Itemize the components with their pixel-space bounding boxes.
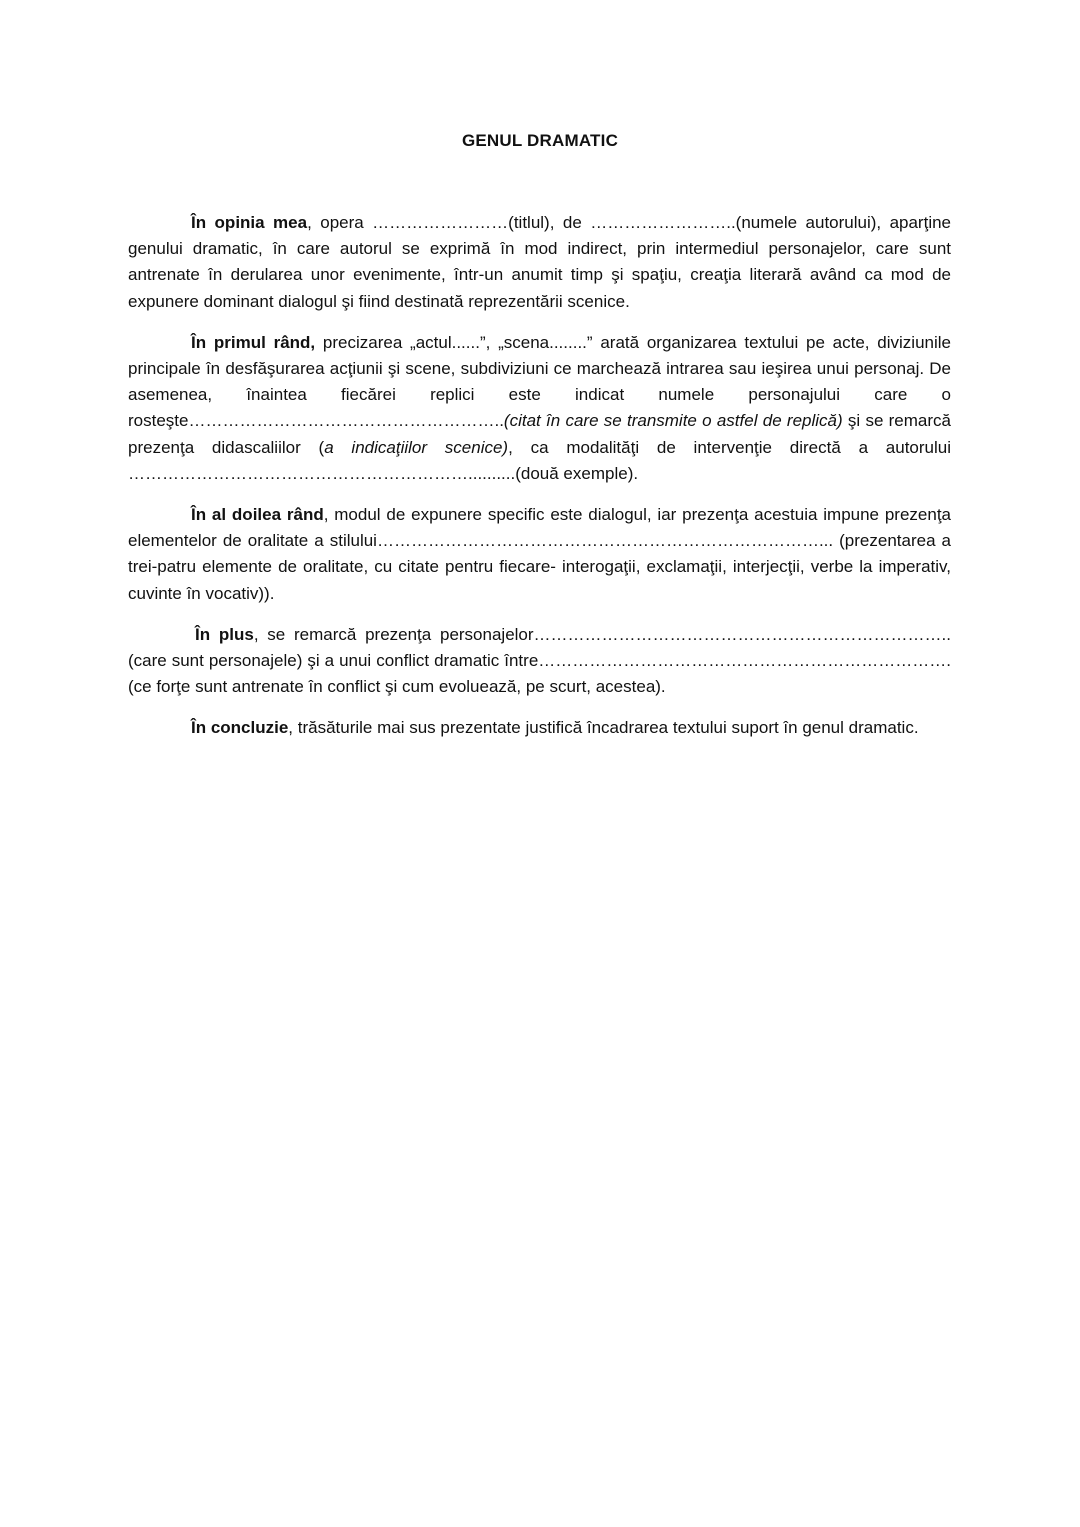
- paragraph-lead: În concluzie: [191, 718, 289, 738]
- paragraph-text: precizarea „actul......”, „scena........” arată organizarea textului pe acte, diviziunile principale în desfăşurarea acţiunii şi scene, subdiviziuni ce marchează intrarea sau ieşirea unui personaj. De asemenea, înaintea fiecărei replici este indicat numele personajului care o rosteşte………………………………………………..: [128, 332, 951, 431]
- paragraph-conclusion: [128, 715, 951, 741]
- document-body: [128, 210, 951, 757]
- paragraph-text: , modul de expunere specific este dialogul, iar prezenţa acestuia impune prezenţa elementelor de oralitate a stilului……………………………………………………………………... (prezentarea a trei-patru elemente de oralitate, cu citate pentru fiecare- interogaţii, exclamaţii, interjecţii, verbe la imperativ, cuvinte în vocativ)).: [128, 505, 951, 603]
- paragraph-text: , opera ……………………(titlul), de ……………………..(numele autorului), aparţine genului dramatic, în care autorul se exprimă în mod indirect, prin intermediul personajelor, care sunt antrenate în derularea unor evenimente, într-un anumit timp şi spaţiu, creaţia literară având ca mod de expunere dominant dialogul şi fiind destinată reprezentării scenice.: [128, 213, 951, 311]
- paragraph-italic-note: (citat în care se transmite o astfel de replică): [503, 411, 843, 431]
- paragraph-text: şi se remarcă prezenţa didascaliilor (: [128, 411, 951, 457]
- paragraph-text: , trăsăturile mai sus prezentate justifică încadrarea textului suport în genul dramatic.: [288, 718, 919, 738]
- paragraph-intro: [128, 210, 951, 315]
- page-title: GENUL DRAMATIC: [461, 131, 619, 150]
- paragraph-lead: În primul rând,: [191, 332, 316, 352]
- paragraph-italic-note: a indicaţiilor scenice): [324, 437, 509, 457]
- paragraph-text: , ca modalităţi de intervenţie directă a autorului ……………………………………………………..........(două exemple).: [128, 437, 952, 483]
- paragraph-lead: În al doilea rând: [191, 505, 324, 525]
- paragraph-lead: În plus: [195, 624, 254, 644]
- paragraph-first: [128, 330, 951, 487]
- paragraph-second: [128, 502, 951, 607]
- paragraph-third: [128, 622, 951, 701]
- paragraph-text: , se remarcă prezenţa personajelor……………………………………………………………….. (care sunt personajele) şi a unui conflict dramatic între……………………………………………………………….(ce forţe sunt antrenate în conflict şi cum evoluează, pe scurt, acestea).: [128, 624, 951, 697]
- paragraph-lead: În opinia mea: [191, 213, 308, 232]
